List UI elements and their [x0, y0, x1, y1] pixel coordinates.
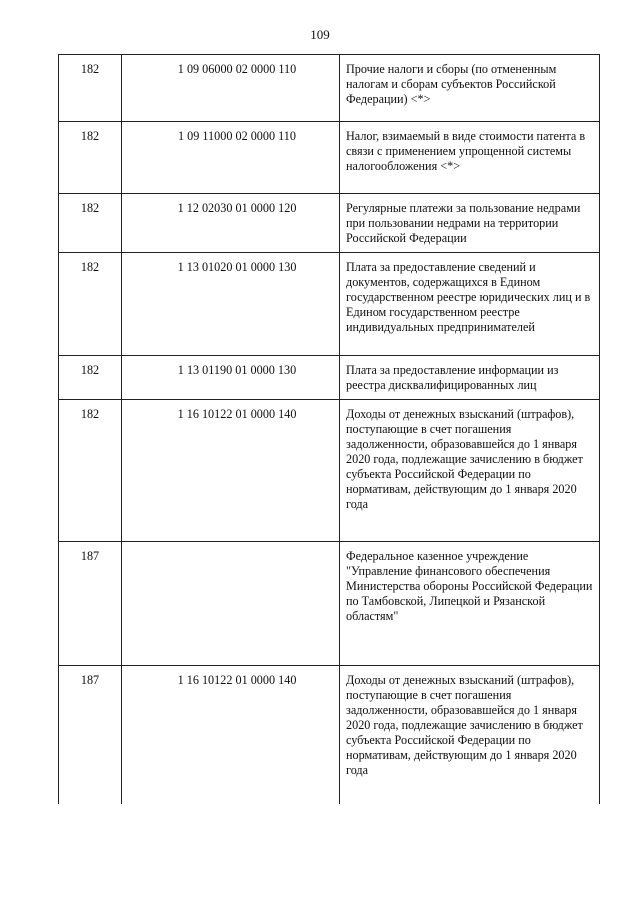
description-cell: Налог, взимаемый в виде стоимости патента в связи с применением упрощенной системы налогообложения <*> — [340, 122, 600, 194]
table-row — [59, 542, 600, 666]
table-row — [59, 356, 600, 400]
admin-code-cell: 182 — [59, 356, 122, 400]
description-cell: Регулярные платежи за пользование недрами при пользовании недрами на территории Российской Федерации — [340, 194, 600, 253]
description-cell: Доходы от денежных взысканий (штрафов), поступающие в счет погашения задолженности, образовавшейся до 1 января 2020 года, подлежащие зачислению в бюджет субъекта Российской Федерации по нормативам, действующим до 1 января 2020 года — [340, 400, 600, 542]
admin-code-cell: 182 — [59, 55, 122, 122]
admin-code-cell: 182 — [59, 253, 122, 356]
table-row — [59, 194, 600, 253]
description-cell: Плата за предоставление сведений и документов, содержащихся в Едином государственном реестре юридических лиц и в Едином государственном реестре индивидуальных предпринимателей — [340, 253, 600, 356]
budget-code-cell: 1 16 10122 01 0000 140 — [122, 666, 340, 804]
description-cell: Прочие налоги и сборы (по отмененным налогам и сборам субъектов Российской Федерации) <*> — [340, 55, 600, 122]
admin-code-cell: 187 — [59, 542, 122, 666]
description-cell: Доходы от денежных взысканий (штрафов), поступающие в счет погашения задолженности, образовавшейся до 1 января 2020 года, подлежащие зачислению в бюджет субъекта Российской Федерации по нормативам, действующим до 1 января 2020 года — [340, 666, 600, 804]
budget-code-cell: 1 12 02030 01 0000 120 — [122, 194, 340, 253]
description-cell: Федеральное казенное учреждение "Управление финансового обеспечения Министерства обороны Российской Федерации по Тамбовской, Липецкой и Рязанской областям" — [340, 542, 600, 666]
description-cell: Плата за предоставление информации из реестра дисквалифицированных лиц — [340, 356, 600, 400]
budget-code-cell: 1 13 01020 01 0000 130 — [122, 253, 340, 356]
admin-code-cell: 182 — [59, 122, 122, 194]
budget-code-cell: 1 09 11000 02 0000 110 — [122, 122, 340, 194]
budget-code-cell: 1 16 10122 01 0000 140 — [122, 400, 340, 542]
budget-code-cell: 1 13 01190 01 0000 130 — [122, 356, 340, 400]
table-row — [59, 253, 600, 356]
table-row — [59, 55, 600, 122]
admin-code-cell: 187 — [59, 666, 122, 804]
budget-classification-table — [58, 54, 600, 804]
table-row — [59, 666, 600, 804]
budget-code-cell — [122, 542, 340, 666]
table-row — [59, 122, 600, 194]
page-number: 109 — [310, 27, 330, 42]
table-row — [59, 400, 600, 542]
admin-code-cell: 182 — [59, 194, 122, 253]
admin-code-cell: 182 — [59, 400, 122, 542]
budget-code-cell: 1 09 06000 02 0000 110 — [122, 55, 340, 122]
